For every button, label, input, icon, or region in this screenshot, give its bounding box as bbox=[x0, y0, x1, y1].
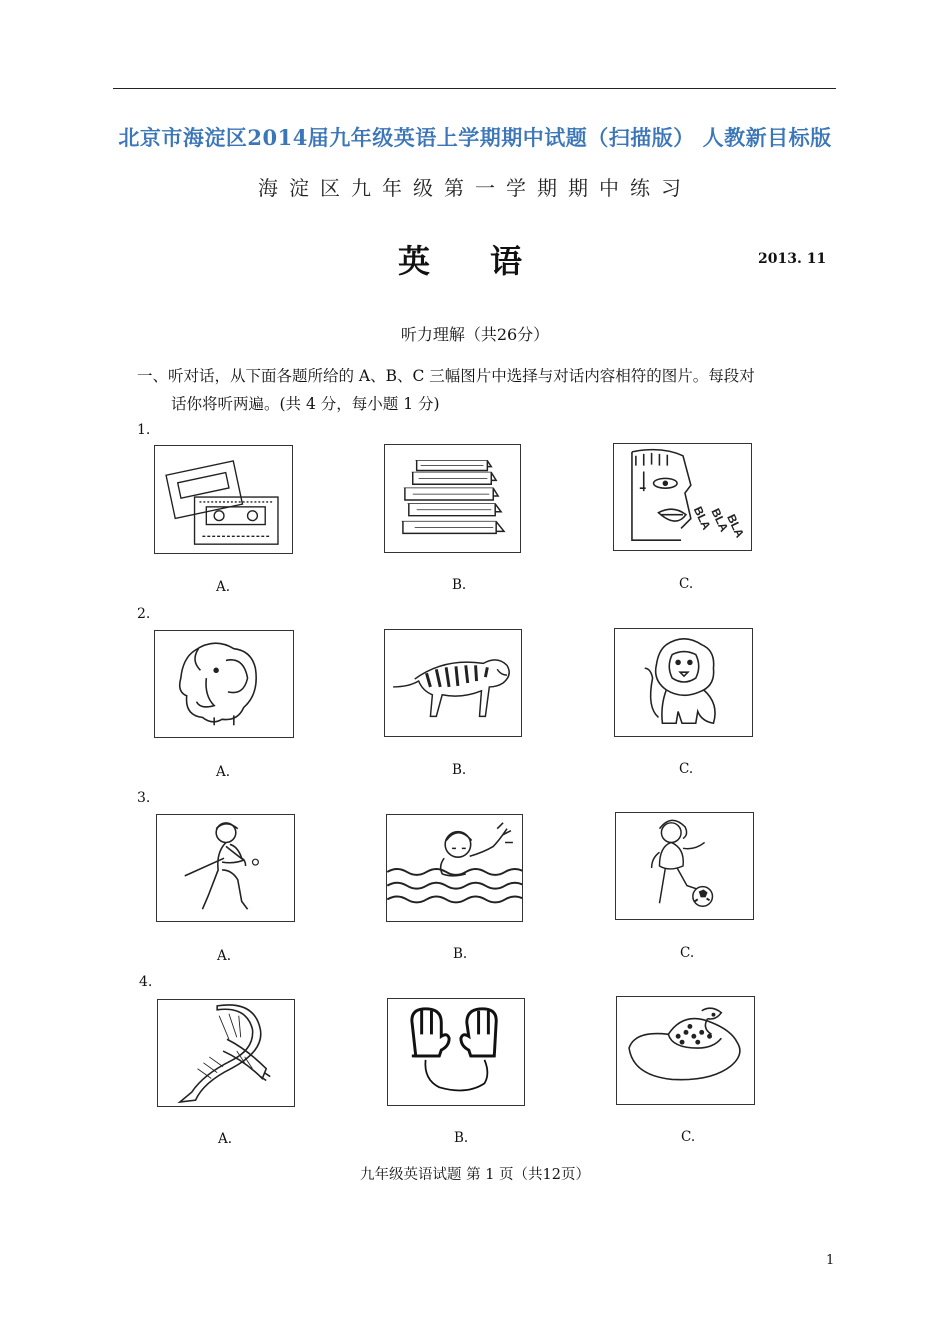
q1-option-b-image[interactable] bbox=[384, 444, 521, 553]
exam-title: 海淀区九年级第一学期期中练习 bbox=[258, 176, 692, 200]
q3-option-c-image[interactable] bbox=[615, 812, 754, 920]
q3-option-a-label: A. bbox=[217, 948, 232, 964]
q4-option-c-image[interactable] bbox=[616, 996, 755, 1105]
q2-option-b-label: B. bbox=[452, 762, 467, 778]
exam-date: 2013. 11 bbox=[758, 251, 827, 267]
page-footer: 九年级英语试题 第 1 页（共12页） bbox=[359, 1167, 590, 1183]
question-number-4: 4. bbox=[139, 974, 153, 990]
q3-option-c-label: C. bbox=[680, 945, 695, 961]
document-title: 北京市海淀区2014届九年级英语上学期期中试题（扫描版） 人教新目标版 bbox=[118, 125, 832, 150]
q1-option-b-label: B. bbox=[452, 577, 467, 593]
soccer-player-icon bbox=[616, 813, 753, 919]
question-number-3: 3. bbox=[137, 790, 151, 806]
q4-option-b-image[interactable] bbox=[387, 998, 525, 1106]
q3-option-a-image[interactable] bbox=[156, 814, 295, 922]
mittens-icon bbox=[388, 999, 524, 1105]
instruction-line-2: 话你将听两遍。(共 4 分，每小题 1 分) bbox=[171, 395, 440, 413]
q3-option-b-image[interactable] bbox=[386, 814, 523, 922]
question-number-1: 1. bbox=[137, 422, 151, 438]
question-number-2: 2. bbox=[137, 606, 151, 622]
q1-option-c-label: C. bbox=[679, 576, 694, 592]
section-title: 听力理解（共26分） bbox=[400, 325, 550, 344]
q4-option-c-label: C. bbox=[681, 1129, 696, 1145]
scarf-icon bbox=[158, 1000, 294, 1106]
q4-option-a-label: A. bbox=[218, 1131, 233, 1147]
q2-option-c-label: C. bbox=[679, 761, 694, 777]
baseball-player-icon bbox=[157, 815, 294, 921]
cassette-tapes-icon bbox=[155, 446, 292, 553]
section-instruction bbox=[137, 362, 827, 418]
swimmer-icon bbox=[387, 815, 522, 921]
q1-option-a-label: A. bbox=[216, 579, 231, 595]
q2-option-c-image[interactable] bbox=[614, 628, 753, 737]
q3-option-b-label: B. bbox=[453, 946, 468, 962]
stack-of-books-icon bbox=[385, 445, 520, 552]
q2-option-a-label: A. bbox=[216, 764, 231, 780]
q4-option-b-label: B. bbox=[454, 1130, 469, 1146]
elephant-icon bbox=[155, 631, 293, 737]
page-number: 1 bbox=[826, 1253, 835, 1268]
hat-icon bbox=[617, 997, 754, 1104]
q1-option-a-image[interactable] bbox=[154, 445, 293, 554]
talking-face-icon bbox=[614, 444, 751, 550]
q4-option-a-image[interactable] bbox=[157, 999, 295, 1107]
svg-text:BLA: BLA bbox=[708, 506, 731, 534]
q2-option-a-image[interactable] bbox=[154, 630, 294, 738]
q1-option-c-image[interactable] bbox=[613, 443, 752, 551]
lion-icon bbox=[615, 629, 752, 736]
svg-text:BLA: BLA bbox=[690, 504, 713, 533]
top-rule bbox=[113, 88, 836, 89]
instruction-line-1: 一、听对话，从下面各题所给的 A、B、C 三幅图片中选择与对话内容相符的图片。每段对 bbox=[137, 367, 755, 385]
subject-title: 英语 bbox=[397, 242, 582, 280]
tiger-icon bbox=[385, 630, 521, 736]
svg-text:BLA: BLA bbox=[724, 512, 747, 540]
q2-option-b-image[interactable] bbox=[384, 629, 522, 737]
